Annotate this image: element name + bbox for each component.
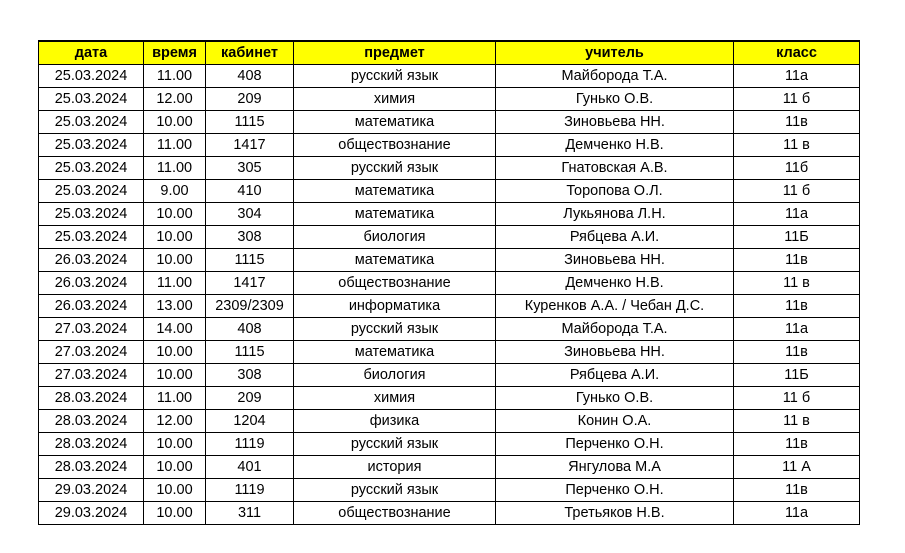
cell-teacher: Перченко О.Н. — [496, 433, 734, 456]
cell-room: 1417 — [206, 272, 294, 295]
cell-time: 11.00 — [144, 65, 206, 88]
cell-time: 11.00 — [144, 272, 206, 295]
header-subject: предмет — [294, 41, 496, 65]
table-row — [39, 134, 860, 157]
table-row — [39, 364, 860, 387]
cell-subject: русский язык — [294, 433, 496, 456]
cell-room: 1119 — [206, 479, 294, 502]
cell-room: 2309/2309 — [206, 295, 294, 318]
cell-date: 29.03.2024 — [39, 479, 144, 502]
cell-subject: информатика — [294, 295, 496, 318]
cell-room: 1115 — [206, 341, 294, 364]
cell-time: 10.00 — [144, 456, 206, 479]
cell-class: 11 в — [734, 134, 860, 157]
cell-subject: химия — [294, 387, 496, 410]
cell-time: 11.00 — [144, 134, 206, 157]
cell-time: 10.00 — [144, 341, 206, 364]
cell-room: 408 — [206, 318, 294, 341]
cell-teacher: Демченко Н.В. — [496, 134, 734, 157]
table-row — [39, 502, 860, 525]
cell-subject: русский язык — [294, 65, 496, 88]
cell-teacher: Конин О.А. — [496, 410, 734, 433]
table-row — [39, 295, 860, 318]
cell-room: 401 — [206, 456, 294, 479]
cell-teacher: Гунько О.В. — [496, 387, 734, 410]
table-row — [39, 318, 860, 341]
cell-subject: математика — [294, 249, 496, 272]
cell-class: 11 в — [734, 272, 860, 295]
cell-subject: математика — [294, 341, 496, 364]
cell-subject: русский язык — [294, 157, 496, 180]
cell-date: 27.03.2024 — [39, 341, 144, 364]
cell-date: 26.03.2024 — [39, 295, 144, 318]
header-row — [39, 41, 860, 65]
cell-time: 9.00 — [144, 180, 206, 203]
cell-class: 11 А — [734, 456, 860, 479]
table-row — [39, 111, 860, 134]
cell-date: 25.03.2024 — [39, 226, 144, 249]
cell-date: 27.03.2024 — [39, 318, 144, 341]
cell-date: 25.03.2024 — [39, 88, 144, 111]
cell-teacher: Гунько О.В. — [496, 88, 734, 111]
cell-time: 12.00 — [144, 88, 206, 111]
table-row — [39, 65, 860, 88]
cell-teacher: Рябцева А.И. — [496, 226, 734, 249]
cell-subject: математика — [294, 111, 496, 134]
header-teacher: учитель — [496, 41, 734, 65]
cell-date: 28.03.2024 — [39, 456, 144, 479]
cell-subject: русский язык — [294, 479, 496, 502]
cell-time: 12.00 — [144, 410, 206, 433]
cell-time: 10.00 — [144, 479, 206, 502]
cell-time: 10.00 — [144, 433, 206, 456]
cell-room: 1115 — [206, 249, 294, 272]
cell-class: 11Б — [734, 226, 860, 249]
cell-room: 304 — [206, 203, 294, 226]
cell-subject: история — [294, 456, 496, 479]
cell-room: 408 — [206, 65, 294, 88]
cell-date: 28.03.2024 — [39, 433, 144, 456]
cell-teacher: Гнатовская А.В. — [496, 157, 734, 180]
cell-teacher: Майборода Т.А. — [496, 318, 734, 341]
cell-class: 11а — [734, 203, 860, 226]
cell-class: 11а — [734, 502, 860, 525]
table-row — [39, 479, 860, 502]
cell-date: 25.03.2024 — [39, 65, 144, 88]
cell-room: 308 — [206, 364, 294, 387]
cell-teacher: Майборода Т.А. — [496, 65, 734, 88]
table-row — [39, 226, 860, 249]
table-row — [39, 249, 860, 272]
cell-class: 11 в — [734, 410, 860, 433]
cell-subject: обществознание — [294, 134, 496, 157]
cell-date: 25.03.2024 — [39, 180, 144, 203]
cell-subject: математика — [294, 180, 496, 203]
cell-teacher: Куренков А.А. / Чебан Д.С. — [496, 295, 734, 318]
cell-teacher: Зиновьева НН. — [496, 111, 734, 134]
cell-date: 26.03.2024 — [39, 249, 144, 272]
cell-subject: русский язык — [294, 318, 496, 341]
cell-class: 11в — [734, 295, 860, 318]
cell-room: 410 — [206, 180, 294, 203]
cell-time: 10.00 — [144, 226, 206, 249]
cell-room: 308 — [206, 226, 294, 249]
cell-room: 1115 — [206, 111, 294, 134]
header-class: класс — [734, 41, 860, 65]
table-row — [39, 272, 860, 295]
header-time: время — [144, 41, 206, 65]
cell-room: 1119 — [206, 433, 294, 456]
cell-date: 28.03.2024 — [39, 387, 144, 410]
cell-time: 10.00 — [144, 203, 206, 226]
cell-subject: обществознание — [294, 502, 496, 525]
cell-teacher: Перченко О.Н. — [496, 479, 734, 502]
cell-class: 11в — [734, 479, 860, 502]
table-row — [39, 157, 860, 180]
cell-date: 25.03.2024 — [39, 203, 144, 226]
cell-room: 1417 — [206, 134, 294, 157]
table-row — [39, 203, 860, 226]
cell-time: 10.00 — [144, 111, 206, 134]
cell-time: 13.00 — [144, 295, 206, 318]
cell-room: 209 — [206, 387, 294, 410]
cell-class: 11а — [734, 65, 860, 88]
cell-date: 27.03.2024 — [39, 364, 144, 387]
cell-teacher: Третьяков Н.В. — [496, 502, 734, 525]
cell-teacher: Рябцева А.И. — [496, 364, 734, 387]
table-row — [39, 88, 860, 111]
schedule-body — [39, 65, 860, 525]
cell-class: 11в — [734, 111, 860, 134]
cell-teacher: Торопова О.Л. — [496, 180, 734, 203]
table-row — [39, 341, 860, 364]
cell-teacher: Зиновьева НН. — [496, 249, 734, 272]
cell-subject: математика — [294, 203, 496, 226]
cell-date: 25.03.2024 — [39, 134, 144, 157]
table-row — [39, 433, 860, 456]
cell-teacher: Зиновьева НН. — [496, 341, 734, 364]
cell-subject: биология — [294, 364, 496, 387]
cell-time: 10.00 — [144, 364, 206, 387]
cell-date: 28.03.2024 — [39, 410, 144, 433]
cell-time: 11.00 — [144, 157, 206, 180]
cell-class: 11Б — [734, 364, 860, 387]
table-row — [39, 456, 860, 479]
cell-date: 26.03.2024 — [39, 272, 144, 295]
cell-date: 25.03.2024 — [39, 157, 144, 180]
cell-teacher: Демченко Н.В. — [496, 272, 734, 295]
cell-time: 11.00 — [144, 387, 206, 410]
cell-room: 1204 — [206, 410, 294, 433]
cell-subject: биология — [294, 226, 496, 249]
cell-subject: физика — [294, 410, 496, 433]
table-row — [39, 410, 860, 433]
table-row — [39, 180, 860, 203]
cell-subject: химия — [294, 88, 496, 111]
schedule-table-container — [38, 40, 860, 525]
cell-room: 305 — [206, 157, 294, 180]
cell-class: 11а — [734, 318, 860, 341]
cell-room: 209 — [206, 88, 294, 111]
table-row — [39, 387, 860, 410]
cell-time: 10.00 — [144, 502, 206, 525]
cell-subject: обществознание — [294, 272, 496, 295]
cell-teacher: Лукьянова Л.Н. — [496, 203, 734, 226]
cell-room: 311 — [206, 502, 294, 525]
cell-class: 11 б — [734, 387, 860, 410]
header-room: кабинет — [206, 41, 294, 65]
cell-class: 11 б — [734, 88, 860, 111]
cell-class: 11 б — [734, 180, 860, 203]
cell-class: 11в — [734, 249, 860, 272]
cell-class: 11в — [734, 433, 860, 456]
cell-date: 29.03.2024 — [39, 502, 144, 525]
cell-class: 11в — [734, 341, 860, 364]
header-date: дата — [39, 41, 144, 65]
schedule-table — [38, 40, 860, 525]
cell-time: 10.00 — [144, 249, 206, 272]
cell-teacher: Янгулова М.А — [496, 456, 734, 479]
cell-class: 11б — [734, 157, 860, 180]
cell-date: 25.03.2024 — [39, 111, 144, 134]
cell-time: 14.00 — [144, 318, 206, 341]
